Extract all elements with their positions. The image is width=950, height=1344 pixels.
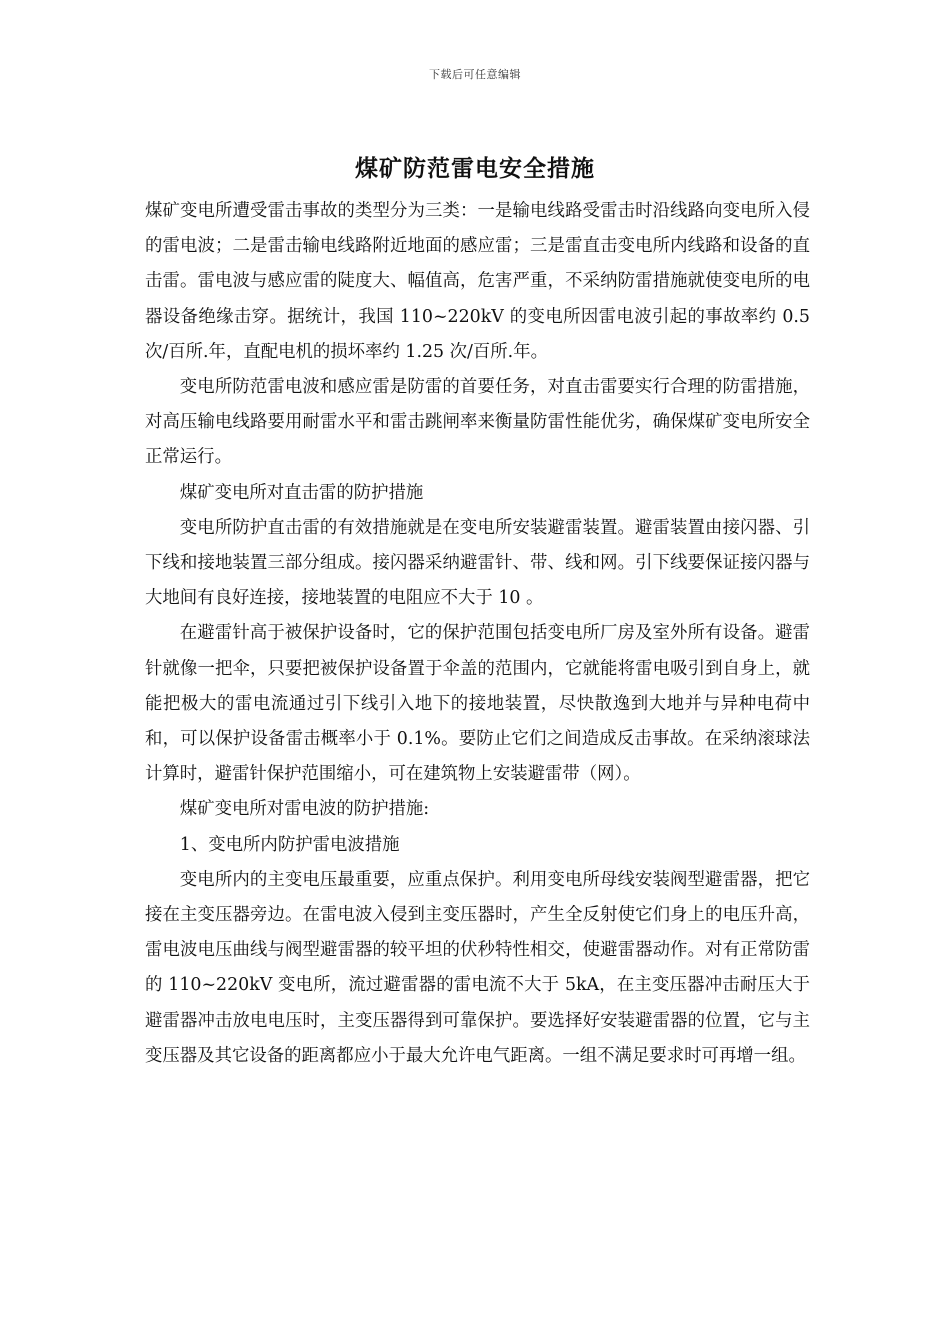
paragraph-intro: 煤矿变电所遭受雷击事故的类型分为三类：一是输电线路受雷击时沿线路向变电所入侵的雷电波；二是雷击输电线路附近地面的感应雷；三是雷直击变电所内线路和设备的直击雷。雷电波与感应雷的陡度大、幅值高，危害严重，不采纳防雷措施就使变电所的电器设备绝缘击穿。据统计，我国 110~220kV 的变电所因雷电波引起的事故率约 0.5 次/百所.年，直配电机的损坏率约 1.25 次/百所.年。 bbox=[145, 201, 810, 362]
document-title: 煤矿防范雷电安全措施 bbox=[355, 155, 595, 182]
document-body bbox=[145, 194, 810, 1074]
paragraph-lightning-device: 变电所防护直击雷的有效措施就是在变电所安装避雷装置。避雷装置由接闪器、引下线和接地装置三部分组成。接闪器采纳避雷针、带、线和网。引下线要保证接闪器与大地间有良好连接，接地装置的电阻应不大于 10 。 bbox=[145, 517, 810, 609]
section-heading-direct-strike: 煤矿变电所对直击雷的防护措施 bbox=[179, 482, 424, 503]
subsection-heading-substation: 1、变电所内防护雷电波措施 bbox=[179, 834, 400, 855]
section-heading-lightning-wave: 煤矿变电所对雷电波的防护措施: bbox=[179, 799, 430, 820]
paragraph-priority: 变电所防范雷电波和感应雷是防雷的首要任务，对直击雷要实行合理的防雷措施，对高压输电线路要用耐雷水平和雷击跳闸率来衡量防雷性能优劣，确保煤矿变电所安全正常运行。 bbox=[145, 377, 810, 468]
header-note: 下载后可任意编辑 bbox=[429, 68, 521, 81]
paragraph-lightning-rod: 在避雷针高于被保护设备时，它的保护范围包括变电所厂房及室外所有设备。避雷针就像一把伞，只要把被保护设备置于伞盖的范围内，它就能将雷电吸引到自身上，就能把极大的雷电流通过引下线引入地下的接地装置，尽快散逸到大地并与异种电荷中和，可以保护设备雷击概率小于 0.1%。要防止它们之间造成反击事故。在采纳滚球法计算时，避雷针保护范围缩小，可在建筑物上安装避雷带（网）。 bbox=[145, 623, 810, 785]
paragraph-transformer-protection: 变电所内的主变电压最重要，应重点保护。利用变电所母线安装阀型避雷器，把它接在主变压器旁边。在雷电波入侵到主变压器时，产生全反射使它们身上的电压升高，雷电波电压曲线与阀型避雷器的较平坦的伏秒特性相交，使避雷器动作。对有正常防雷的 110~220kV 变电所，流过避雷器的雷电流不大于 5kA，在主变压器冲击耐压大于避雷器冲击放电电压时，主变压器得到可靠保护。要选择好安装避雷器的位置，它与主变压器及其它设备的距离都应小于最大允许电气距离。一组不满足要求时可再增一组。 bbox=[145, 869, 810, 1066]
